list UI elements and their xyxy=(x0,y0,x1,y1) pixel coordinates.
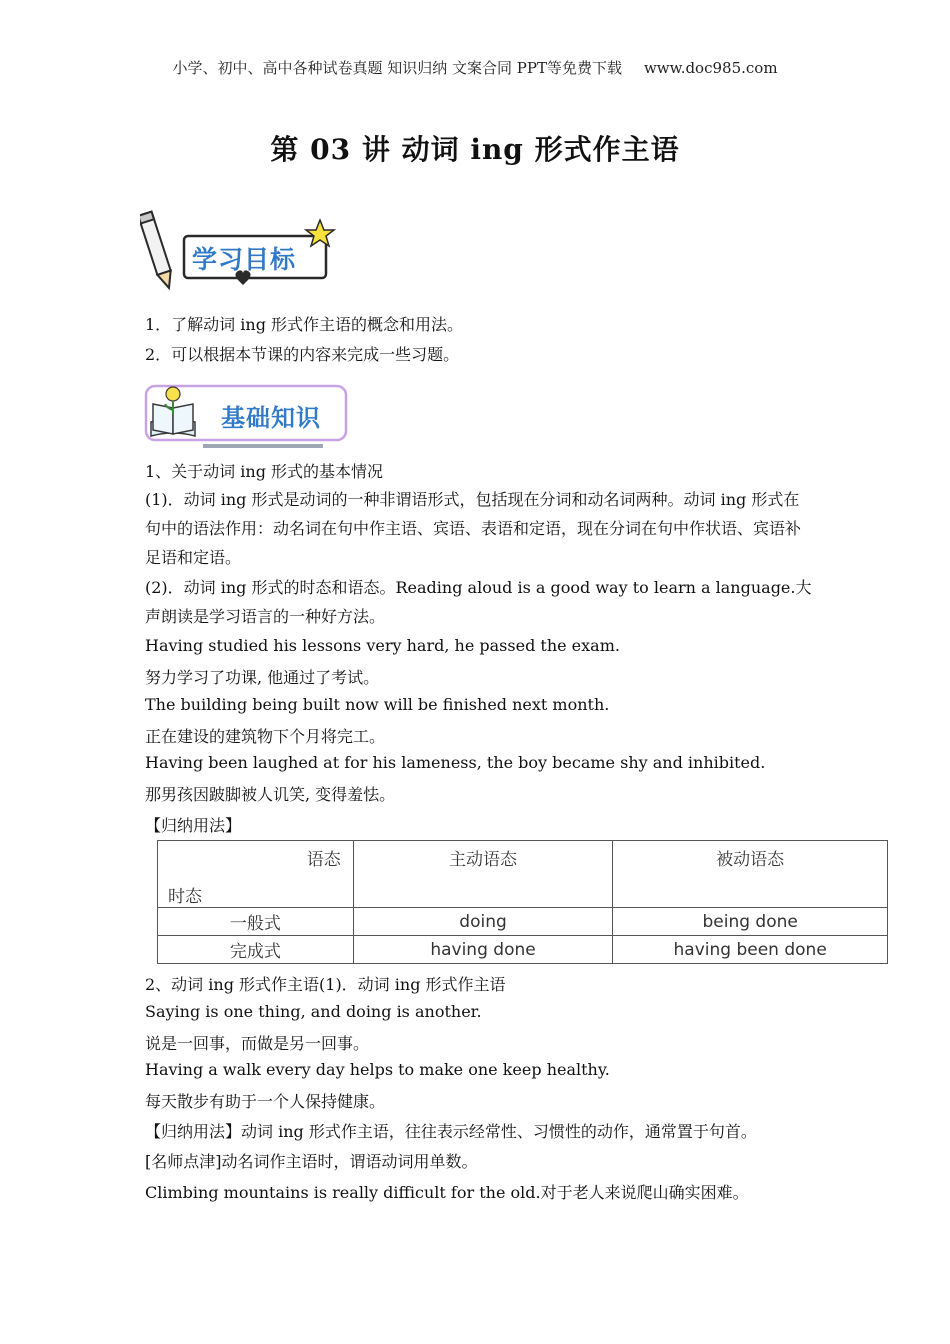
example-sentence-zh: 努力学习了功课, 他通过了考试。 xyxy=(145,668,380,687)
example-sentence-zh: 每天散步有助于一个人保持健康。 xyxy=(145,1092,386,1111)
example-sentence-en: Having been laughed at for his lameness, the boy became shy and inhibited. xyxy=(145,753,766,772)
teacher-tip: [名师点津]动名词作主语时，谓语动词用单数。 xyxy=(145,1152,478,1171)
goals-badge xyxy=(140,208,340,294)
column-header: 主动语态 xyxy=(353,841,613,908)
table-cell-active: having done xyxy=(353,936,613,964)
section1-paragraph-1: (1)．动词 ing 形式是动词的一种非谓语形式，包括现在分词和动名词两种。动词 ing 形式在句中的语法作用：动名词在句中作主语、宾语、表语和定语，现在分词在句中作状语、宾语补足语和定语。 xyxy=(145,490,802,567)
table-cell-passive: having been done xyxy=(613,936,888,964)
section2-heading: 2、动词 ing 形式作主语(1)．动词 ing 形式作主语 xyxy=(145,975,506,994)
corner-voice-label: 语态 xyxy=(306,850,341,870)
example-sentence: Climbing mountains is really difficult for the old.对于老人来说爬山确实困难。 xyxy=(145,1183,749,1202)
table-header-row xyxy=(158,841,888,908)
basics-badge xyxy=(143,382,353,450)
page-header xyxy=(0,57,950,78)
basics-badge-label: 基础知识 xyxy=(221,404,321,432)
goal-item-1: 1．了解动词 ing 形式作主语的概念和用法。 xyxy=(145,315,464,334)
table-corner-cell xyxy=(158,841,354,908)
header-text: 小学、初中、高中各种试卷真题 知识归纳 文案合同 PPT等免费下载 xyxy=(172,59,622,77)
section1-heading: 1、关于动词 ing 形式的基本情况 xyxy=(145,462,384,481)
tense-voice-table xyxy=(157,840,888,964)
corner-tense-label: 时态 xyxy=(168,887,202,907)
table-row xyxy=(158,908,888,936)
table-cell-tense: 一般式 xyxy=(158,908,354,936)
example-sentence-en: Saying is one thing, and doing is another. xyxy=(145,1002,482,1021)
column-header: 被动语态 xyxy=(613,841,888,908)
example-sentence-en: Having studied his lessons very hard, he passed the exam. xyxy=(145,636,620,655)
table-cell-tense: 完成式 xyxy=(158,936,354,964)
page-title: 第 03 讲 动词 ing 形式作主语 xyxy=(270,133,680,166)
table-cell-passive: being done xyxy=(613,908,888,936)
table-cell-active: doing xyxy=(353,908,613,936)
example-sentence-zh: 那男孩因跛脚被人讥笑, 变得羞怯。 xyxy=(145,785,396,804)
summary-text: 【归纳用法】动词 ing 形式作主语，往往表示经常性、习惯性的动作，通常置于句首。 xyxy=(145,1122,757,1141)
summary-label: 【归纳用法】 xyxy=(145,816,242,835)
table-row xyxy=(158,936,888,964)
example-sentence-zh: 说是一回事，而做是另一回事。 xyxy=(145,1034,370,1053)
example-sentence-en: The building being built now will be finished next month. xyxy=(145,695,610,714)
section1-paragraph-2: (2)．动词 ing 形式的时态和语态。Reading aloud is a good way to learn a language.大声朗读是学习语言的一种好方法。 xyxy=(145,578,812,626)
header-site: www.doc985.com xyxy=(643,59,778,77)
example-sentence-zh: 正在建设的建筑物下个月将完工。 xyxy=(145,727,386,746)
example-sentence-en: Having a walk every day helps to make one keep healthy. xyxy=(145,1060,610,1079)
goal-item-2: 2．可以根据本节课的内容来完成一些习题。 xyxy=(145,345,460,364)
goals-badge-label: 学习目标 xyxy=(191,245,296,274)
